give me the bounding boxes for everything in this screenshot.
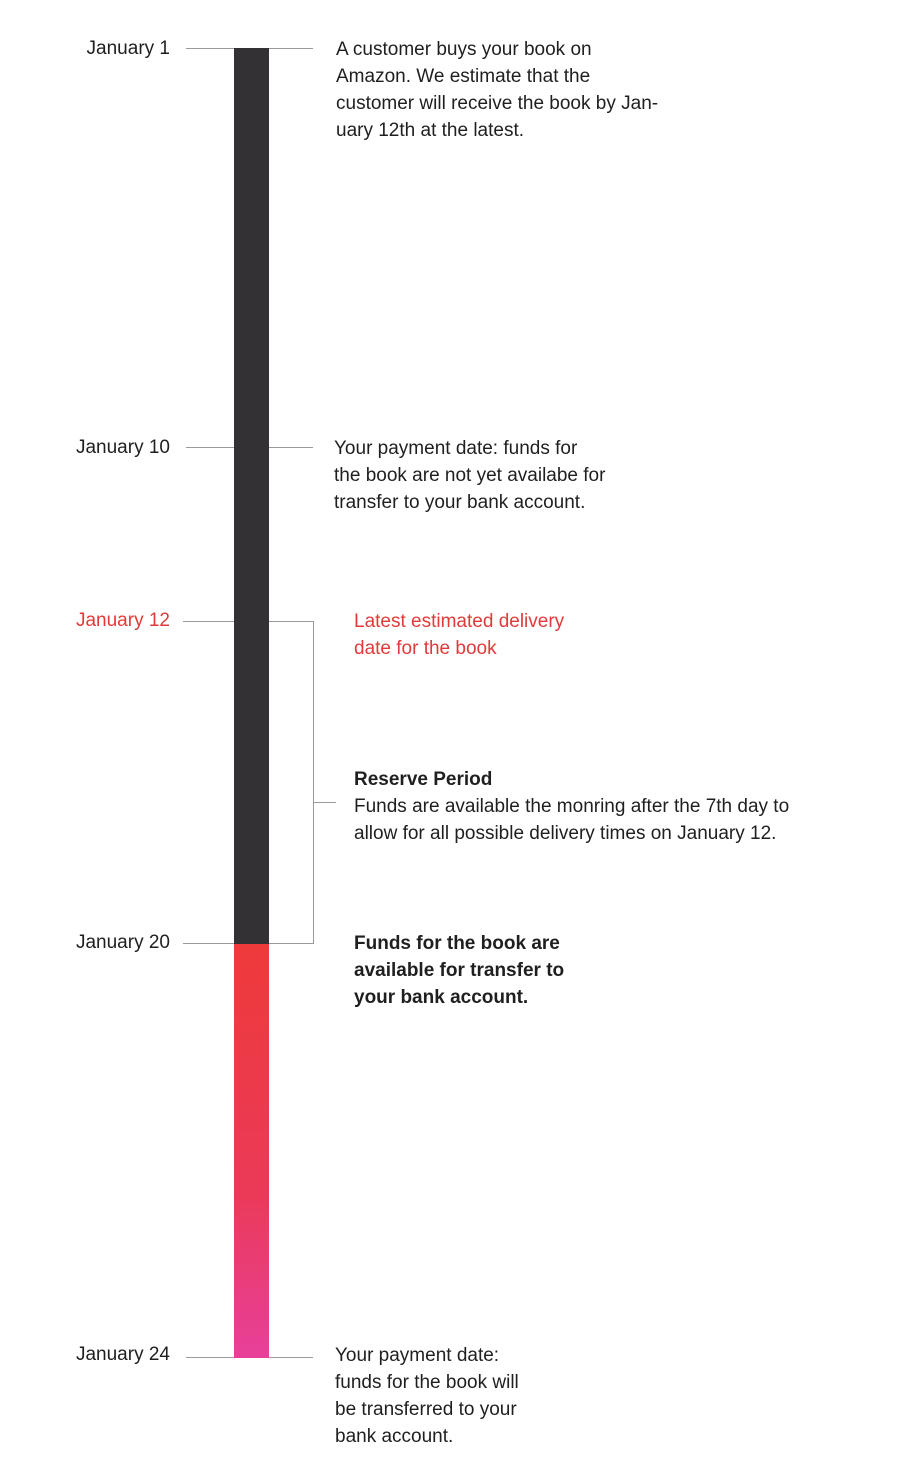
description-line: customer will receive the book by Jan-	[336, 93, 659, 114]
description-line: uary 12th at the latest.	[336, 120, 525, 141]
date-label-jan-10: January 10	[75, 437, 170, 458]
reserve-period-bracket	[313, 621, 314, 944]
reserve-period-pointer	[313, 802, 336, 803]
description-line: the book are not yet availabe for	[334, 465, 606, 486]
tick-right-jan-24	[269, 1357, 313, 1358]
tick-left-jan-12	[183, 621, 234, 622]
event-description-jan-12	[354, 608, 564, 662]
event-description-jan-10	[334, 435, 605, 516]
description-line: your bank account.	[354, 987, 529, 1008]
event-description-jan-1	[336, 36, 658, 144]
bracket-bottom	[269, 943, 313, 944]
description-line: funds for the book will	[335, 1372, 519, 1393]
description-line: Funds are available the monring after the 7th day to	[354, 796, 790, 817]
description-line: transfer to your bank account.	[334, 492, 586, 513]
reserve-period-title: Reserve Period	[354, 769, 493, 790]
timeline-bar-pending	[234, 48, 269, 944]
description-line: Amazon. We estimate that the	[336, 66, 591, 87]
description-line: Your payment date: funds for	[334, 438, 578, 459]
tick-left-jan-20	[183, 943, 234, 944]
reserve-period-description	[354, 766, 789, 847]
date-label-jan-24: January 24	[75, 1344, 170, 1365]
date-label-jan-12: January 12	[75, 610, 170, 631]
description-line: be transferred to your	[335, 1399, 517, 1420]
description-line: allow for all possible delivery times on January 12.	[354, 823, 777, 844]
date-label-jan-1: January 1	[86, 38, 170, 59]
tick-right-jan-1	[269, 48, 313, 49]
description-line: bank account.	[335, 1426, 454, 1447]
tick-left-jan-1	[186, 48, 234, 49]
date-label-jan-20: January 20	[75, 932, 170, 953]
description-line: Funds for the book are	[354, 933, 560, 954]
description-line: date for the book	[354, 638, 497, 659]
tick-right-jan-10	[269, 447, 313, 448]
bracket-top	[269, 621, 313, 622]
description-line: Latest estimated delivery	[354, 611, 565, 632]
description-line: available for transfer to	[354, 960, 565, 981]
event-description-jan-24	[335, 1342, 519, 1450]
description-line: Your payment date:	[335, 1345, 500, 1366]
timeline-bar-available	[234, 944, 269, 1358]
event-description-jan-20	[354, 930, 564, 1011]
description-line: A customer buys your book on	[336, 39, 592, 60]
tick-left-jan-10	[186, 447, 234, 448]
tick-left-jan-24	[186, 1357, 234, 1358]
